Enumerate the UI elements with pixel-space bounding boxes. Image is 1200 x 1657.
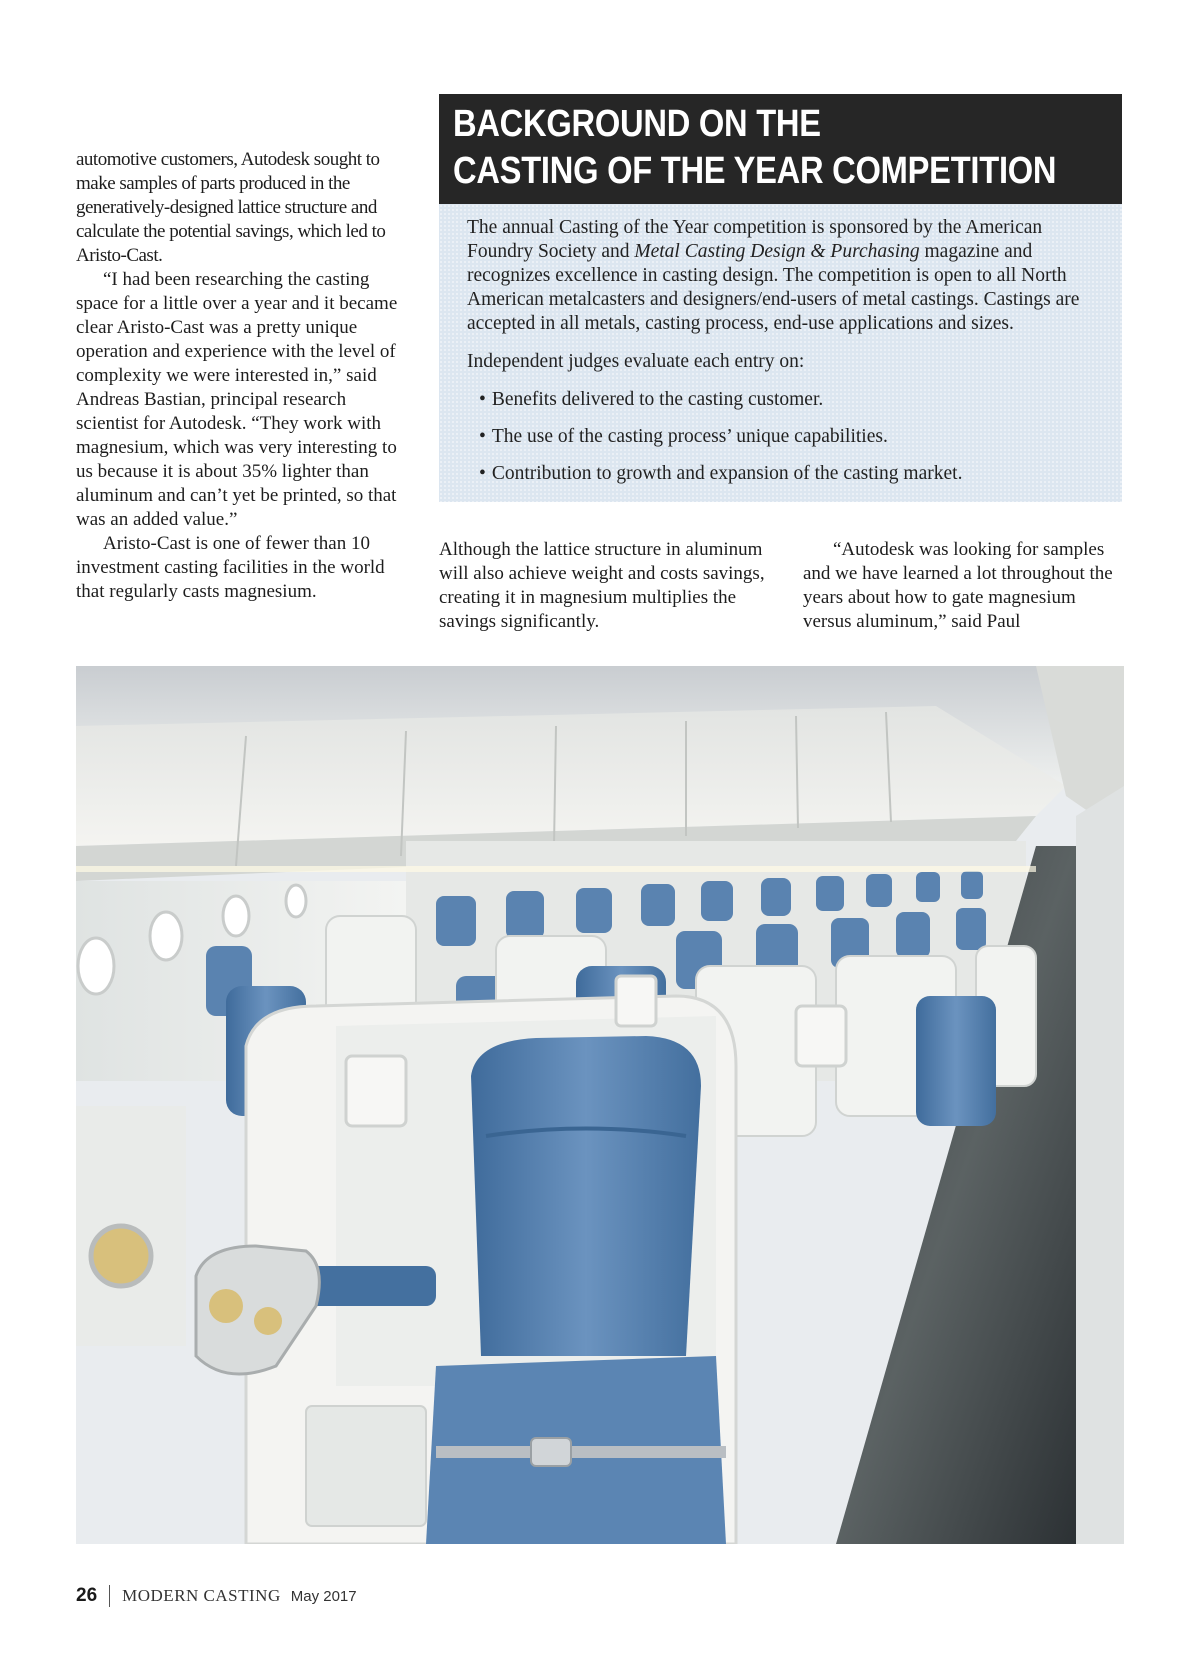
right-text-column — [803, 538, 1123, 634]
page-footer — [76, 1582, 357, 1610]
aircraft-cabin-photo — [76, 666, 1124, 1544]
bullet-icon: • — [479, 463, 486, 484]
bullet-icon: • — [479, 426, 486, 447]
left-paragraph-3: Aristo-Cast is one of fewer than 10 investment casting facilities in the world that regularly casts magnesium. — [76, 533, 385, 602]
cabin-illustration — [76, 666, 1124, 1544]
sidebar-bullet-text: Contribution to growth and expansion of the casting market. — [491, 463, 963, 484]
sidebar-bullet-list — [467, 388, 1099, 486]
sidebar-intro-before: The annual Casting of the Year competition is sponsored by the American Foundry Society and — [467, 217, 1043, 262]
left-paragraph-2: “I had been researching the casting space for a little over a year and it became clear Aristo-Cast was a pretty unique operation and experience with the level of complexity we were interested in,” said Andreas Bastian, principal research scientist for Autodesk. “They work with magnesium, which was very interesting to us because it is about 35% lighter than aluminum and can’t yet be printed, so that was an added value.” — [76, 269, 398, 530]
issue-date: May 2017 — [290, 1587, 357, 1605]
sidebar-bullet-text: Benefits delivered to the casting customer. — [491, 389, 824, 410]
sidebar-content — [467, 216, 1099, 499]
sidebar-intro-after: magazine and recognizes excellence in casting design. The competition is open to all North American metalcasters and designers/end-users of metal castings. Castings are accepted in all metals, casting process, end-use applications and sizes. — [467, 241, 1080, 334]
middle-paragraph-1: Although the lattice structure in aluminum will also achieve weight and costs savings, creating it in magnesium multiplies the savings significantly. — [439, 539, 765, 632]
left-paragraph-1: automotive customers, Autodesk sought to make samples of parts produced in the generatively-designed lattice structure and calculate the potential savings, which led to Aristo-Cast. — [76, 149, 386, 266]
page-number: 26 — [76, 1585, 98, 1606]
sidebar-title-line-2: CASTING OF THE YEAR COMPETITION — [453, 150, 1057, 192]
right-paragraph-1: “Autodesk was looking for samples and we have learned a lot throughout the years about how to gate magnesium versus aluminum,” said Paul — [803, 539, 1113, 632]
magazine-name: MODERN CASTING — [122, 1586, 281, 1605]
left-text-column — [76, 148, 398, 604]
footer-divider — [109, 1585, 110, 1607]
sidebar-judges-lead: Independent judges evaluate each entry on: — [467, 351, 805, 372]
sidebar-bullet — [479, 462, 1099, 486]
middle-text-column — [439, 538, 769, 634]
sidebar-box — [439, 204, 1122, 502]
sidebar-bullet — [479, 425, 1099, 449]
sidebar-title-line-1: BACKGROUND ON THE — [453, 103, 821, 145]
sidebar-intro — [467, 216, 1099, 336]
bullet-icon: • — [479, 389, 486, 410]
sidebar-bullet-text: The use of the casting process’ unique capabilities. — [491, 426, 888, 447]
sidebar-bullet — [479, 388, 1099, 412]
sidebar-title-bar — [439, 94, 1122, 204]
sidebar-intro-magazine-title: Metal Casting Design & Purchasing — [634, 241, 920, 262]
